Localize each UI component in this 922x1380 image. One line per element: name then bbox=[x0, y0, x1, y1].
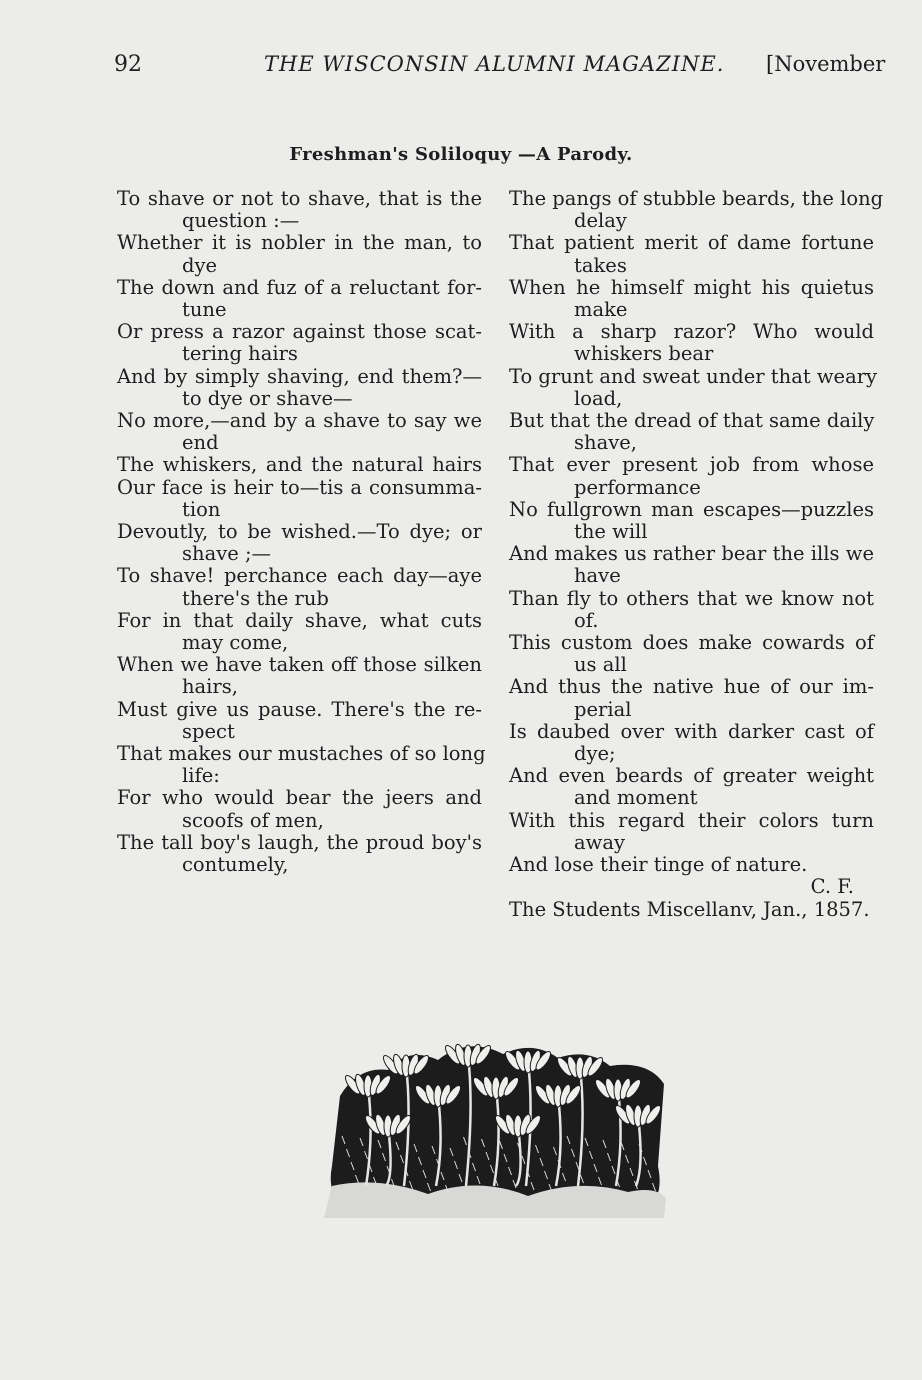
poem-line bbox=[117, 277, 482, 321]
poem-line-text: For who would bear the jeers and bbox=[117, 786, 482, 810]
poem-line bbox=[509, 410, 874, 454]
poem-line-text: With a sharp razor? Who would bbox=[509, 320, 874, 344]
poem-line-text: For in that daily shave, what cuts bbox=[117, 608, 482, 632]
poem-line bbox=[117, 787, 482, 831]
poem-line bbox=[117, 188, 482, 232]
poem-line-text: To grunt and sweat under that weary bbox=[509, 364, 878, 388]
poem-line-continuation: contumely, bbox=[182, 853, 289, 877]
poem-line-text: When he himself might his quietus bbox=[509, 275, 874, 299]
poem-line-continuation: shave, bbox=[574, 431, 637, 455]
poem-line bbox=[509, 499, 874, 543]
poem-left-column bbox=[117, 187, 486, 877]
poem-line bbox=[117, 521, 482, 565]
poem-line bbox=[117, 477, 482, 521]
poem-line-text: No more,—and by a shave to say we bbox=[117, 409, 482, 433]
poem-line-text: Is daubed over with darker cast of bbox=[509, 719, 874, 743]
poem-line-continuation: scoofs of men, bbox=[182, 808, 324, 832]
poem-line-continuation: of. bbox=[574, 608, 599, 632]
poem-line bbox=[117, 321, 482, 365]
poem-line-continuation: takes bbox=[574, 253, 627, 277]
poem-line-text: The whiskers, and the natural hairs bbox=[117, 453, 482, 477]
poem-line bbox=[117, 832, 482, 876]
issue-month: [November bbox=[766, 52, 886, 76]
poem-line-text: The tall boy's laugh, the proud boy's bbox=[117, 830, 482, 854]
poem-line bbox=[509, 364, 878, 410]
poem-line bbox=[509, 454, 874, 498]
author-signature: C. F. bbox=[810, 875, 854, 899]
poem-line-continuation: end bbox=[182, 431, 219, 455]
poem-line-continuation: question :— bbox=[182, 209, 300, 233]
poem-line-continuation: delay bbox=[574, 209, 627, 233]
poem-line bbox=[509, 187, 884, 233]
poem-line-text: Whether it is nobler in the man, to bbox=[117, 231, 482, 255]
page-number: 92 bbox=[114, 52, 142, 77]
poem-line-continuation: to dye or shave— bbox=[182, 386, 353, 410]
poem-line bbox=[117, 410, 482, 454]
poem-line-continuation: make bbox=[574, 298, 628, 322]
poem-line-text: To shave or not to shave, that is the bbox=[117, 187, 482, 210]
source-citation: The Students Miscellanv, Jan., 1857. bbox=[509, 897, 870, 921]
poem-line-continuation: spect bbox=[182, 719, 235, 743]
poem-line-continuation: away bbox=[574, 830, 625, 854]
poem-line-text: But that the dread of that same daily bbox=[509, 409, 875, 433]
poem-line-continuation: have bbox=[574, 564, 621, 588]
poem-line bbox=[509, 632, 874, 676]
poem-line-continuation: there's the rub bbox=[182, 586, 329, 610]
poem-line-text: Or press a razor against those scat- bbox=[117, 320, 482, 344]
poem-line bbox=[509, 810, 874, 854]
poem-line-text: That makes our mustaches of so long bbox=[117, 742, 486, 766]
poem-line bbox=[509, 676, 874, 720]
poem-line bbox=[509, 854, 874, 876]
poem-line bbox=[509, 543, 874, 587]
poem-line-text: And makes us rather bear the ills we bbox=[509, 542, 874, 566]
poem-line-text: No fullgrown man escapes—puzzles bbox=[509, 497, 874, 521]
poem-right-column bbox=[509, 187, 884, 921]
poem-line bbox=[509, 277, 874, 321]
poem-line-continuation: dye bbox=[182, 253, 218, 277]
poem-line-continuation: may come, bbox=[182, 631, 289, 655]
poem-line-text: Must give us pause. There's the re- bbox=[117, 697, 482, 721]
poem-line-continuation: shave ;— bbox=[182, 542, 272, 566]
lotus-flowers-woodcut-icon bbox=[318, 1026, 670, 1222]
poem-line-continuation: tering hairs bbox=[182, 342, 298, 366]
running-title: THE WISCONSIN ALUMNI MAGAZINE. bbox=[264, 52, 725, 76]
poem-line bbox=[509, 588, 874, 632]
poem-line bbox=[509, 765, 874, 809]
poem-line-continuation: hairs, bbox=[182, 675, 238, 699]
poem-line bbox=[509, 721, 874, 765]
poem-line-text: The down and fuz of a reluctant for- bbox=[117, 275, 482, 299]
poem-title: Freshman's Soliloquy —A Parody. bbox=[289, 144, 633, 165]
poem-line bbox=[117, 565, 482, 609]
poem-line-text: The pangs of stubble beards, the long bbox=[509, 187, 884, 210]
poem-line-continuation: dye; bbox=[574, 742, 616, 766]
poem-line-text: With this regard their colors turn bbox=[509, 808, 874, 832]
poem-line-continuation: us all bbox=[574, 653, 627, 677]
poem-line-continuation: tune bbox=[182, 298, 227, 322]
poem-line-text: And thus the native hue of our im- bbox=[509, 675, 874, 699]
poem-line-continuation: life: bbox=[182, 764, 220, 788]
poem-line-continuation: load, bbox=[574, 386, 623, 410]
poem-line bbox=[117, 232, 482, 276]
poem-line-text: That patient merit of dame fortune bbox=[509, 231, 874, 255]
poem-line-text: And lose their tinge of nature. bbox=[509, 853, 808, 877]
poem-line bbox=[117, 454, 482, 476]
poem-line-text: That ever present job from whose bbox=[509, 453, 874, 477]
poem-line-text: To shave! perchance each day—aye bbox=[117, 564, 482, 588]
poem-line-text: And even beards of greater weight bbox=[509, 764, 874, 788]
poem-line-text: Devoutly, to be wished.—To dye; or bbox=[117, 520, 482, 544]
poem-line-text: When we have taken off those silken bbox=[117, 653, 482, 677]
poem-line-continuation: and moment bbox=[574, 786, 698, 810]
poem-line-continuation: performance bbox=[574, 475, 701, 499]
poem-line-text: Than fly to others that we know not bbox=[509, 586, 874, 610]
poem-line bbox=[117, 610, 482, 654]
poem-line bbox=[117, 699, 482, 743]
poem-line-continuation: the will bbox=[574, 520, 648, 544]
poem-line bbox=[509, 321, 874, 365]
poem-line-continuation: whiskers bear bbox=[574, 342, 714, 366]
poem-line-continuation: perial bbox=[574, 697, 632, 721]
poem-line bbox=[509, 232, 874, 276]
poem-line-text: And by simply shaving, end them?— bbox=[117, 364, 482, 388]
poem-line bbox=[117, 742, 486, 788]
poem-line-text: Our face is heir to—tis a consumma- bbox=[117, 475, 482, 499]
poem-line-continuation: tion bbox=[182, 497, 221, 521]
poem-line bbox=[117, 654, 482, 698]
poem-line-text: This custom does make cowards of bbox=[509, 631, 874, 655]
poem-line bbox=[117, 366, 482, 410]
